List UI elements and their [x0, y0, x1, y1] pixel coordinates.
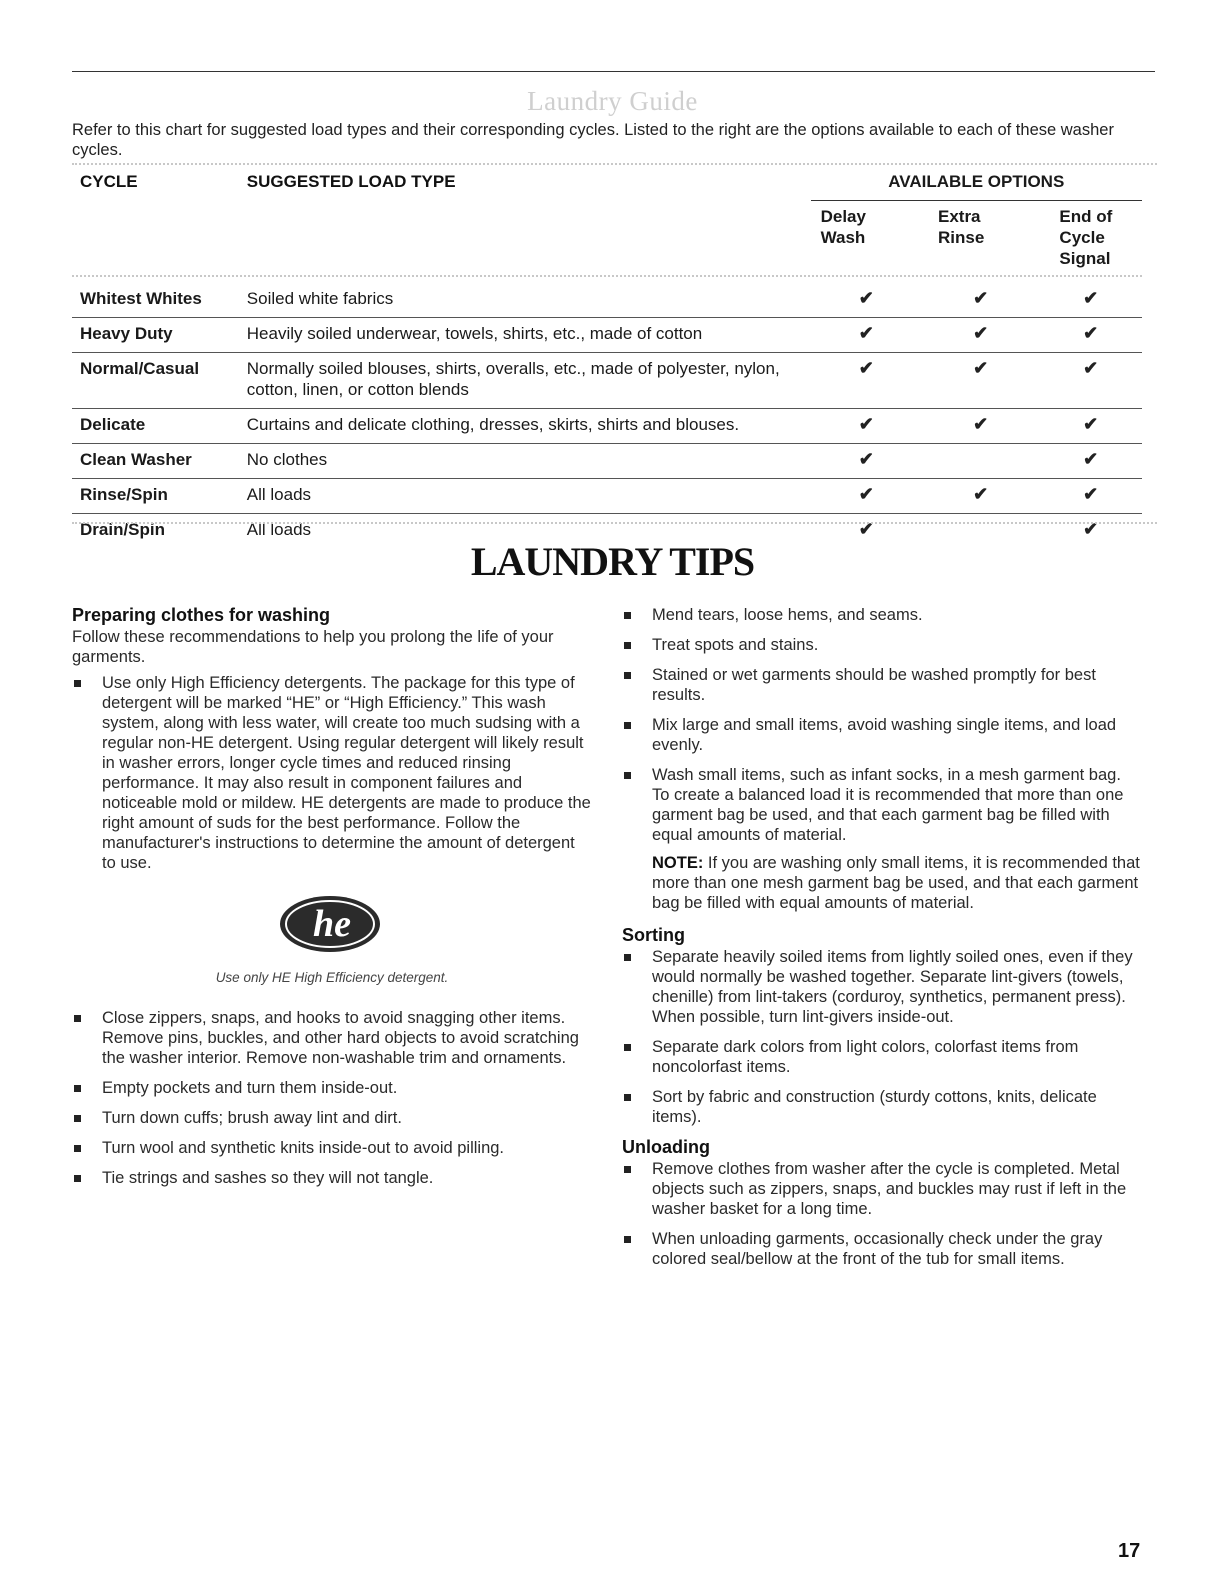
list-item: Mix large and small items, avoid washing single items, and load evenly.: [622, 715, 1142, 755]
check-icon: ✔: [1083, 288, 1099, 308]
section-heading-sorting: Sorting: [622, 925, 685, 945]
note-text: If you are washing only small items, it is recommended that more than one mesh garment bag be used, and that each garment bag be filled with equal amounts of material.: [652, 854, 1140, 912]
list-item: Sort by fabric and construction (sturdy cottons, knits, delicate items).: [622, 1087, 1142, 1127]
load-type: All loads: [247, 479, 811, 514]
top-rule: [72, 71, 1155, 72]
opt-header-extra: Extra: [937, 207, 981, 226]
check-icon: ✔: [858, 288, 874, 308]
check-icon: ✔: [811, 318, 922, 353]
check-icon: ✔: [811, 514, 922, 549]
section-heading-unloading: Unloading: [622, 1137, 710, 1157]
check-icon: [922, 444, 1039, 479]
he-logo-caption: Use only HE High Efficiency detergent.: [215, 970, 449, 985]
bullet-list: [72, 1008, 592, 1188]
opt-header-end: End of: [1059, 207, 1113, 226]
check-icon: ✔: [922, 409, 1039, 444]
laundry-tips-title: LAUNDRY TIPS: [470, 539, 755, 584]
he-logo: [72, 891, 592, 962]
load-type: No clothes: [247, 444, 811, 479]
check-icon: ✔: [811, 444, 922, 479]
bullet-list: [622, 947, 1142, 1127]
col-header-cycle: CYCLE: [80, 172, 138, 191]
list-item: Separate heavily soiled items from lightly soiled ones, even if they would normally be washed together. Separate lint-givers (towels, chenille) from lint-takers (corduroy, synthetics, permanent press). When possible, turn lint-givers inside-out.: [622, 947, 1142, 1027]
check-icon: ✔: [811, 353, 922, 409]
load-type: Curtains and delicate clothing, dresses, skirts, shirts and blouses.: [247, 409, 811, 444]
cycle-name: Heavy Duty: [72, 318, 247, 353]
bullet-list: [72, 673, 592, 873]
list-item: Turn wool and synthetic knits inside-out to avoid pilling.: [72, 1138, 592, 1158]
list-item: Close zippers, snaps, and hooks to avoid snagging other items. Remove pins, buckles, and other hard objects to avoid scratching the washer interior. Remove non-washable trim and ornaments.: [72, 1008, 592, 1068]
check-icon: ✔: [811, 479, 922, 514]
opt-header-delay: Delay: [820, 207, 866, 226]
list-item: When unloading garments, occasionally check under the gray colored seal/bellow at the front of the tub for small items.: [622, 1229, 1142, 1269]
cycle-name: Whitest Whites: [80, 289, 202, 308]
opt-header-extra-rinse: [922, 201, 1039, 274]
note: [622, 853, 1142, 913]
list-item: Empty pockets and turn them inside-out.: [72, 1078, 592, 1098]
table-row: [72, 353, 1142, 409]
check-icon: ✔: [1039, 353, 1142, 409]
check-icon: ✔: [811, 409, 922, 444]
list-item: Turn down cuffs; brush away lint and dirt.: [72, 1108, 592, 1128]
list-item: Use only High Efficiency detergents. The package for this type of detergent will be marked “HE” or “High Efficiency.” This wash system, along with less water, will create too much sudsing with a regular non-HE detergent. Using regular detergent will likely result in washer errors, longer cycle times and reduced rinsing performance. It may also result in component failures and noticeable mold or mildew. HE detergents are made to produce the right amount of suds for the best performance. Follow the manufacturer's instructions to determine the amount of detergent to use.: [72, 673, 592, 873]
load-type: Normally soiled blouses, shirts, overalls, etc., made of polyester, nylon, cotton, linen, or cotton blends: [247, 353, 811, 409]
table-row: [72, 409, 1142, 444]
list-item: Treat spots and stains.: [622, 635, 1142, 655]
table-row: [72, 444, 1142, 479]
he-logo-icon: [272, 891, 392, 957]
cycle-name: Clean Washer: [72, 444, 247, 479]
bullet-list: [622, 605, 1142, 845]
col-header-load: SUGGESTED LOAD TYPE: [246, 172, 456, 191]
opt-header-rinse: Rinse: [937, 228, 985, 247]
dotted-divider: [72, 163, 1157, 165]
laundry-guide-title: Laundry Guide: [527, 86, 698, 116]
check-icon: ✔: [1039, 409, 1142, 444]
right-column: [622, 605, 1142, 1279]
dotted-divider: [72, 522, 1157, 524]
opt-header-end-signal: [1039, 201, 1142, 274]
list-item: Wash small items, such as infant socks, in a mesh garment bag. To create a balanced load it is recommended that more than one garment bag be used, and that each garment bag be filled with equal amounts of material.: [622, 765, 1142, 845]
cycle-name: Delicate: [72, 409, 247, 444]
load-type: All loads: [247, 514, 811, 549]
load-type: Soiled white fabrics: [246, 289, 394, 308]
check-icon: ✔: [922, 318, 1039, 353]
check-icon: ✔: [973, 288, 989, 308]
check-icon: ✔: [922, 479, 1039, 514]
col-header-options: AVAILABLE OPTIONS: [811, 170, 1142, 201]
section-heading-preparing: Preparing clothes for washing: [72, 605, 331, 625]
dotted-divider: [72, 275, 1142, 277]
preparing-intro: Follow these recommendations to help you prolong the life of your garments.: [72, 628, 554, 666]
opt-header-delay-wash: [811, 201, 922, 274]
load-type: Heavily soiled underwear, towels, shirts, etc., made of cotton: [247, 318, 811, 353]
bullet-list: [622, 1159, 1142, 1269]
list-item: Mend tears, loose hems, and seams.: [622, 605, 1142, 625]
opt-header-signal: Cycle Signal: [1059, 228, 1111, 268]
laundry-guide-table: [72, 170, 1142, 548]
check-icon: ✔: [1039, 318, 1142, 353]
list-item: Tie strings and sashes so they will not tangle.: [72, 1168, 592, 1188]
list-item: Stained or wet garments should be washed promptly for best results.: [622, 665, 1142, 705]
list-item: Separate dark colors from light colors, colorfast items from noncolorfast items.: [622, 1037, 1142, 1077]
guide-intro: Refer to this chart for suggested load types and their corresponding cycles. Listed to the right are the options available to each of these washer cycles.: [72, 121, 1114, 159]
table-row: [72, 479, 1142, 514]
opt-header-wash: Wash: [820, 228, 866, 247]
note-label: NOTE:: [652, 854, 704, 872]
table-row: [72, 318, 1142, 353]
table-row: [72, 283, 1142, 318]
cycle-name: Rinse/Spin: [72, 479, 247, 514]
check-icon: ✔: [1039, 514, 1142, 549]
svg-text:he: he: [313, 903, 351, 945]
cycle-name: Normal/Casual: [72, 353, 247, 409]
check-icon: ✔: [1039, 444, 1142, 479]
left-column: [72, 605, 592, 1198]
cycle-name: Drain/Spin: [72, 514, 247, 549]
page-number: 17: [1118, 1540, 1141, 1562]
list-item: Remove clothes from washer after the cycle is completed. Metal objects such as zippers, snaps, and buckles may rust if left in the washer basket for a long time.: [622, 1159, 1142, 1219]
check-icon: ✔: [922, 353, 1039, 409]
check-icon: ✔: [1039, 479, 1142, 514]
